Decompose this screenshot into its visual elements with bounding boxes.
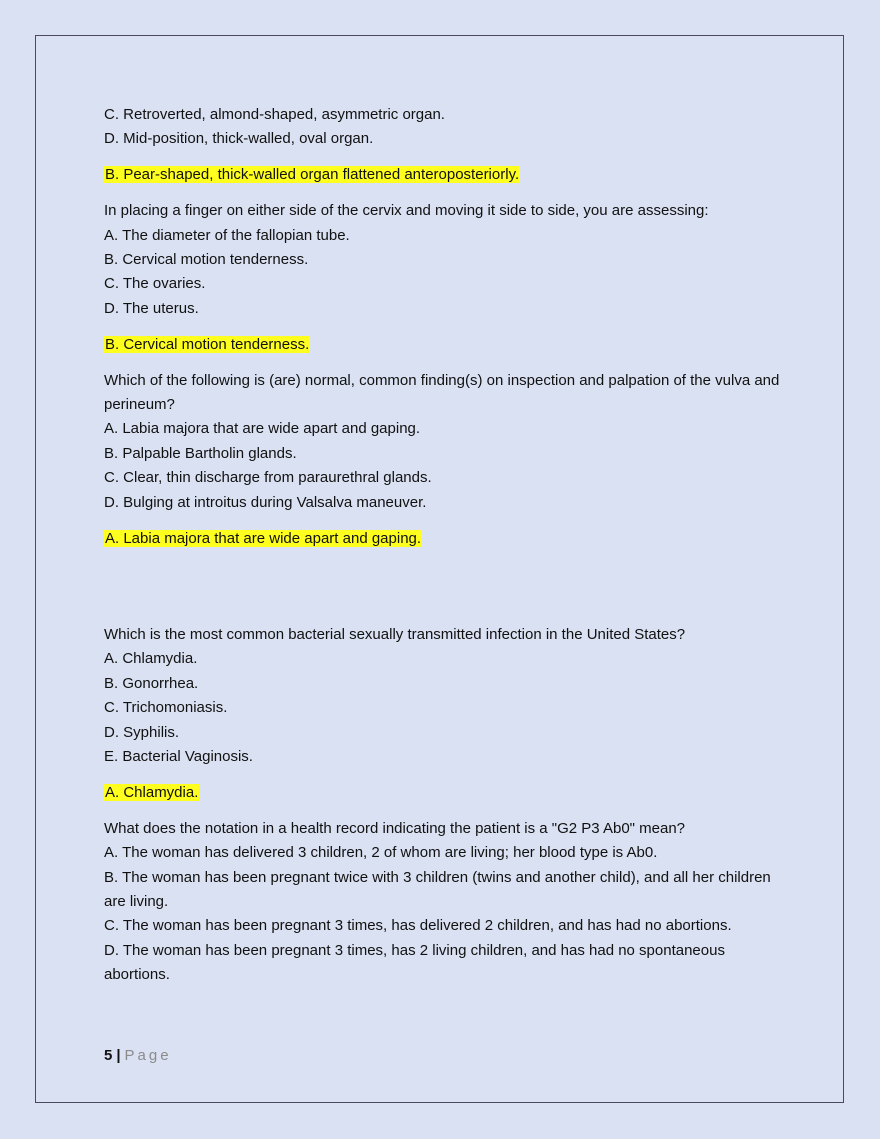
highlighted-answer: A. Chlamydia. bbox=[105, 783, 199, 801]
option-a: A. Labia majora that are wide apart and gaping. bbox=[104, 420, 421, 438]
option-b: B. Gonorrhea. bbox=[104, 674, 199, 692]
option-d: D. The woman has been pregnant 3 times, has 2 living children, and has had no spontaneous abortions. bbox=[104, 941, 725, 984]
question-text: Which of the following is (are) normal, common finding(s) on inspection and palpation of the vulva and perineum? bbox=[104, 371, 780, 414]
option-b: B. Cervical motion tenderness. bbox=[104, 251, 309, 269]
page-number: 5 bbox=[104, 1047, 113, 1064]
option-a: A. The woman has delivered 3 children, 2 of whom are living; her blood type is Ab0. bbox=[104, 844, 658, 862]
option-b: B. The woman has been pregnant twice with 3 children (twins and another child), and all her children are living. bbox=[104, 868, 771, 911]
option-d: D. The uterus. bbox=[104, 299, 199, 317]
option-a: A. The diameter of the fallopian tube. bbox=[104, 226, 350, 244]
option-d: D. Syphilis. bbox=[104, 723, 180, 741]
option-c: C. The woman has been pregnant 3 times, has delivered 2 children, and has had no abortions. bbox=[104, 917, 732, 935]
footer-separator: | bbox=[116, 1047, 121, 1064]
question-block-0 bbox=[104, 103, 784, 188]
highlighted-answer: A. Labia majora that are wide apart and gaping. bbox=[105, 529, 422, 547]
option-c: C. The ovaries. bbox=[104, 275, 206, 293]
option-b: B. Palpable Bartholin glands. bbox=[104, 444, 297, 462]
option-d: D. Bulging at introitus during Valsalva maneuver. bbox=[104, 493, 427, 511]
highlighted-answer: B. Pear-shaped, thick-walled organ flattened anteroposteriorly. bbox=[105, 166, 520, 184]
option-d: D. Mid-position, thick-walled, oval organ. bbox=[104, 130, 374, 148]
question-block-1 bbox=[104, 199, 784, 357]
option-c: C. Clear, thin discharge from paraurethral glands. bbox=[104, 469, 432, 487]
option-a: A. Chlamydia. bbox=[104, 650, 198, 668]
option-c: C. Trichomoniasis. bbox=[104, 699, 228, 717]
question-block-2 bbox=[104, 369, 784, 551]
option-e: E. Bacterial Vaginosis. bbox=[104, 748, 253, 766]
question-text: In placing a finger on either side of the cervix and moving it side to side, you are assessing: bbox=[104, 202, 709, 220]
highlighted-answer: B. Cervical motion tenderness. bbox=[105, 335, 310, 353]
page-footer bbox=[104, 1046, 172, 1066]
page-label: Page bbox=[124, 1047, 172, 1064]
document-content bbox=[104, 103, 784, 988]
question-block-3 bbox=[104, 623, 784, 805]
question-block-4 bbox=[104, 817, 784, 988]
question-text: Which is the most common bacterial sexually transmitted infection in the United States? bbox=[104, 626, 686, 643]
question-text: What does the notation in a health record indicating the patient is a "G2 P3 Ab0" mean? bbox=[104, 819, 686, 837]
option-c: C. Retroverted, almond-shaped, asymmetric organ. bbox=[104, 106, 445, 123]
